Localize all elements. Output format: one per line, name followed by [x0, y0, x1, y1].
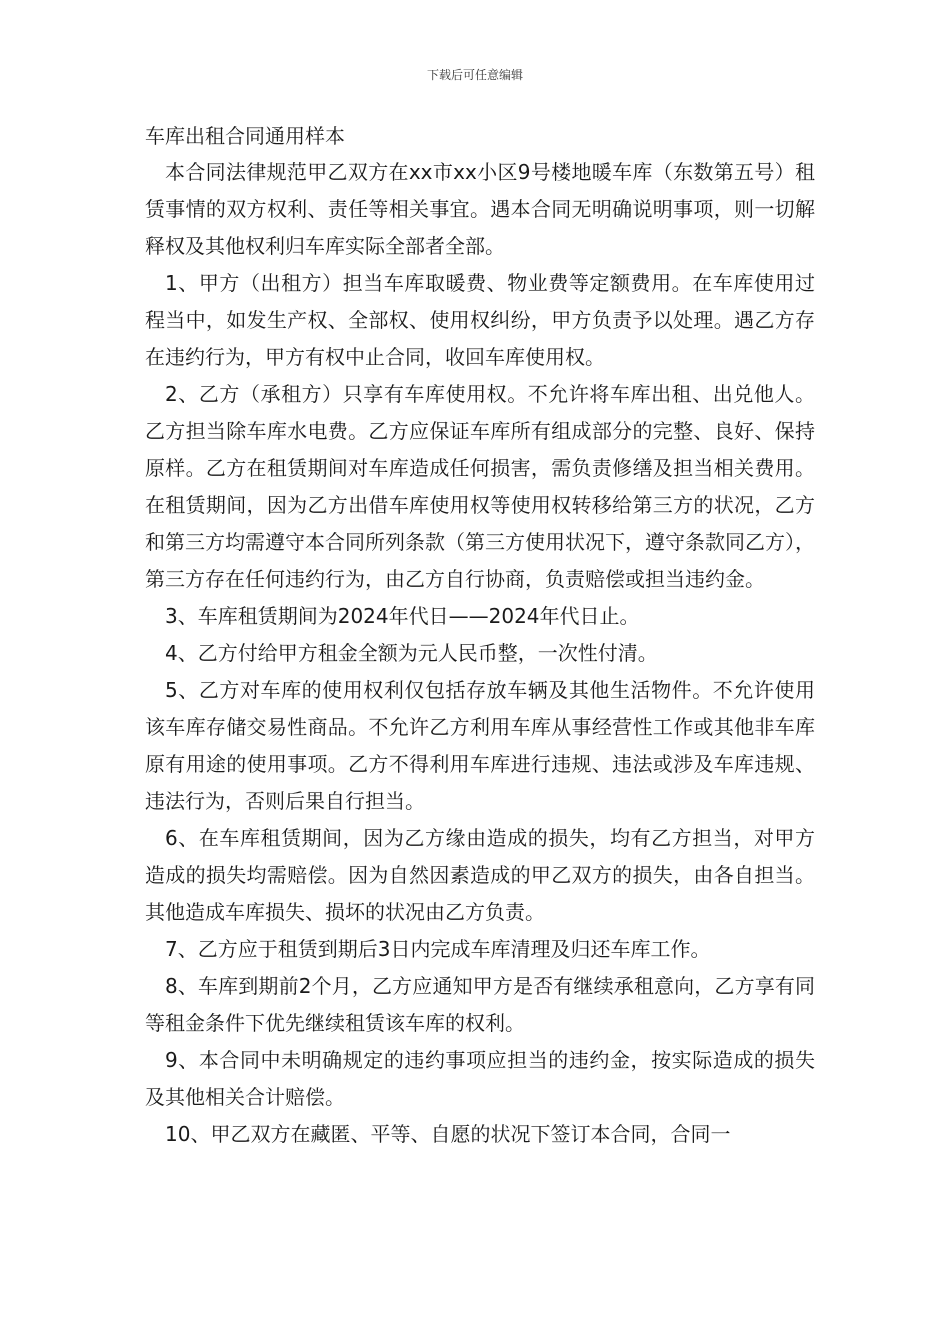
- document-title: 车库出租合同通用样本: [145, 124, 345, 148]
- paragraph-clause-10: 10、甲乙双方在藏匿、平等、自愿的状况下签订本合同，合同一: [165, 1122, 731, 1146]
- document-body: [145, 118, 815, 1153]
- paragraph-clause-2: 2、乙方（承租方）只享有车库使用权。不允许将车库出租、出兑他人。乙方担当除车库水电费。乙方应保证车库所有组成部分的完整、良好、保持原样。乙方在租赁期间对车库造成任何损害，需负责修缮及担当相关费用。在租赁期间，因为乙方出借车库使用权等使用权转移给第三方的状况，乙方和第三方均需遵守本合同所列条款（第三方使用状况下，遵守条款同乙方），第三方存在任何违约行为，由乙方自行协商，负责赔偿或担当违约金。: [145, 382, 815, 591]
- paragraph-clause-8: 8、车库到期前2个月，乙方应通知甲方是否有继续承租意向，乙方享有同等租金条件下优先继续租赁该车库的权利。: [145, 974, 815, 1035]
- paragraph-clause-4: 4、乙方付给甲方租金全额为元人民币整，一次性付清。: [165, 641, 658, 665]
- paragraph-clause-3: 3、车库租赁期间为2024年代日——2024年代日止。: [165, 604, 640, 628]
- paragraph-clause-9: 9、本合同中未明确规定的违约事项应担当的违约金，按实际造成的损失及其他相关合计赔偿。: [145, 1048, 815, 1109]
- paragraph-clause-7: 7、乙方应于租赁到期后3日内完成车库清理及归还车库工作。: [165, 937, 711, 961]
- paragraph-clause-5: 5、乙方对车库的使用权利仅包括存放车辆及其他生活物件。不允许使用该车库存储交易性商品。不允许乙方利用车库从事经营性工作或其他非车库原有用途的使用事项。乙方不得利用车库进行违规、违法或涉及车库违规、违法行为，否则后果自行担当。: [145, 678, 815, 813]
- paragraph-clause-6: 6、在车库租赁期间，因为乙方缘由造成的损失，均有乙方担当，对甲方造成的损失均需赔偿。因为自然因素造成的甲乙双方的损失，由各自担当。其他造成车库损失、损坏的状况由乙方负责。: [145, 826, 815, 924]
- header-note: 下载后可任意编辑: [426, 68, 523, 82]
- paragraph-intro: 本合同法律规范甲乙双方在xx市xx小区9号楼地暖车库（东数第五号）租赁事情的双方权利、责任等相关事宜。遇本合同无明确说明事项，则一切解释权及其他权利归车库实际全部者全部。: [145, 160, 815, 258]
- paragraph-clause-1: 1、甲方（出租方）担当车库取暖费、物业费等定额费用。在车库使用过程当中，如发生产权、全部权、使用权纠纷，甲方负责予以处理。遇乙方存在违约行为，甲方有权中止合同，收回车库使用权。: [145, 271, 815, 369]
